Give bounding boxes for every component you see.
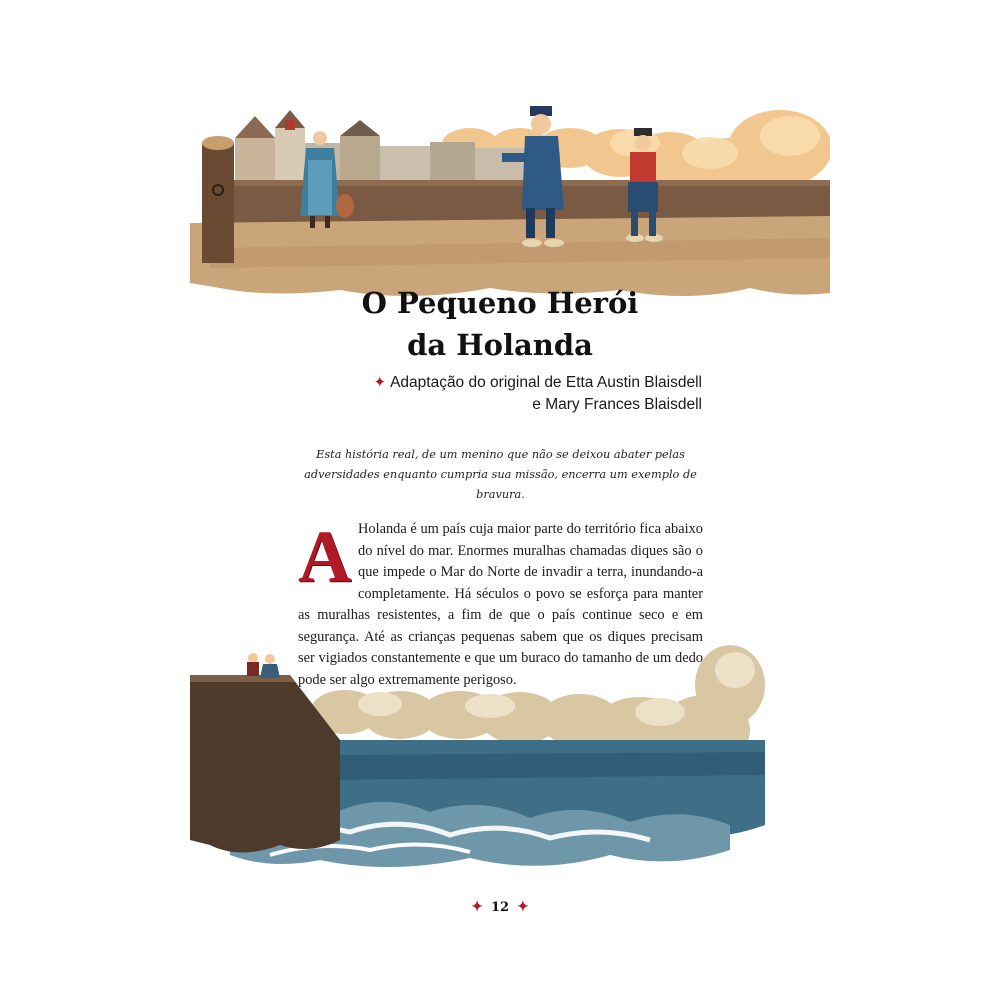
title-line-2: da Holanda bbox=[407, 328, 593, 362]
town-illustration bbox=[190, 98, 830, 303]
intro-paragraph: Esta história real, de um menino que não se deixou abater pelas adversidades enquanto cumpria sua missão, encerra um exemplo de bravura. bbox=[304, 448, 697, 501]
byline-text-1: Adaptação do original de Etta Austin Blaisdell bbox=[390, 374, 702, 391]
page-footer bbox=[440, 895, 560, 919]
title-line-1: O Pequeno Herói bbox=[361, 286, 639, 320]
fleur-ornament-icon: ✦ bbox=[517, 899, 529, 915]
page-number: 12 bbox=[490, 900, 510, 915]
byline-line-2: e Mary Frances Blaisdell bbox=[532, 396, 702, 413]
drop-cap: A bbox=[298, 516, 352, 598]
fleur-ornament-icon: ✦ bbox=[373, 374, 387, 391]
dike-sea-illustration bbox=[190, 640, 765, 875]
body-text: Holanda é um país cuja maior parte do território fica abaixo do nível do mar. Enormes muralhas chamadas diques são o que impede o Mar do Norte de invadir a terra, inundando-a completamente. Há séculos o povo se esforça para manter as muralhas resistentes, a fim de que o país continue seco e em segurança. Até as crianças pequenas sabem que os diques precisam ser vigiados constantemente e que um buraco do tamanho de um dedo pode ser algo extremamente perigoso. bbox=[298, 521, 703, 688]
fleur-ornament-icon: ✦ bbox=[471, 899, 483, 915]
byline bbox=[330, 372, 702, 416]
story-title bbox=[300, 282, 700, 366]
byline-line-1 bbox=[330, 372, 702, 394]
